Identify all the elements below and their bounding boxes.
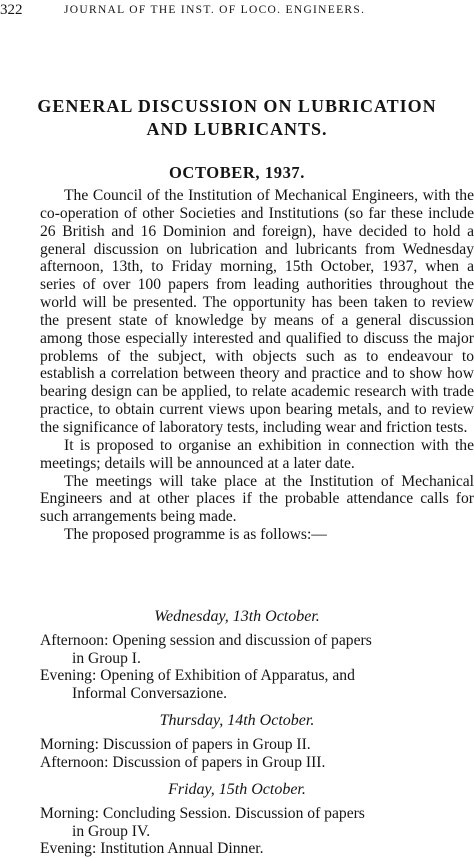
article-title-line-1: GENERAL DISCUSSION ON LUBRICATION (37, 96, 437, 116)
schedule-wednesday (40, 608, 474, 703)
entry-continuation: in Group I. (72, 649, 141, 667)
entry-label: Evening: (40, 667, 97, 685)
article-title-line-2: AND LUBRICANTS. (146, 119, 328, 139)
page-number: 322 (0, 2, 23, 18)
entry-continuation: in Group IV. (72, 822, 151, 840)
paragraph: The Council of the Institution of Mechanical Engineers, with the co-operation of other Societies and Institutions (so far these include 26 British and 16 Dominion and foreign), have decided to hold a general discussion on lubrication and lubricants from Wednesday afternoon, 13th, to Friday morning, 15th October, 1937, when a series of over 100 papers from leading authorities throughout the world will be presented. The opportunity has been taken to review the present state of knowledge by means of a general discussion among those especially interested and qualified to discuss the major problems of the subject, with objects such as to endeavour to establish a correlation between theory and practice and to show how bearing design can be applied, to relate academic research with trade practice, to obtain current views upon bearing metals, and to review the significance of laboratory tests, including wear and friction tests. (40, 187, 474, 436)
entry-text: Concluding Session. Discussion of papers (102, 805, 365, 822)
schedule-thursday (40, 712, 474, 771)
entry-text: Discussion of papers in Group II. (102, 736, 311, 753)
entry-label: Afternoon: (40, 753, 109, 771)
schedule-entry (40, 736, 474, 754)
running-header (0, 2, 474, 20)
schedule-entry (40, 754, 474, 772)
entry-text: Discussion of papers in Group III. (112, 753, 326, 771)
schedule-entry (40, 840, 474, 858)
schedule-entry (40, 632, 474, 650)
schedule-entry (40, 805, 474, 823)
entry-label: Morning: (40, 805, 99, 822)
article-body (40, 187, 474, 544)
entry-label: Evening: (40, 840, 97, 858)
running-head: JOURNAL OF THE INST. OF LOCO. ENGINEERS. (64, 4, 366, 16)
entry-text: Institution Annual Dinner. (100, 840, 264, 858)
schedule-day-heading: Friday, 15th October. (168, 781, 306, 798)
schedule-day-heading: Thursday, 14th October. (159, 712, 315, 729)
entry-label: Morning: (40, 736, 99, 753)
paragraph: It is proposed to organise an exhibition in connection with the meetings; details will be announced at a later date. (40, 436, 474, 472)
entry-continuation: Informal Conversazione. (72, 685, 228, 703)
entry-text: Opening of Exhibition of Apparatus, and (100, 667, 355, 685)
paragraph: The proposed programme is as follows:— (64, 526, 327, 544)
entry-label: Afternoon: (40, 632, 109, 649)
entry-text: Opening session and discussion of papers (112, 632, 372, 649)
schedule-entry (40, 667, 474, 685)
article-date: OCTOBER, 1937. (169, 163, 305, 182)
schedule-day-heading: Wednesday, 13th October. (154, 608, 320, 625)
paragraph: The meetings will take place at the Institution of Mechanical Engineers and at other places if the probable attendance calls for such arrangements being made. (40, 472, 474, 526)
schedule-friday (40, 781, 474, 858)
